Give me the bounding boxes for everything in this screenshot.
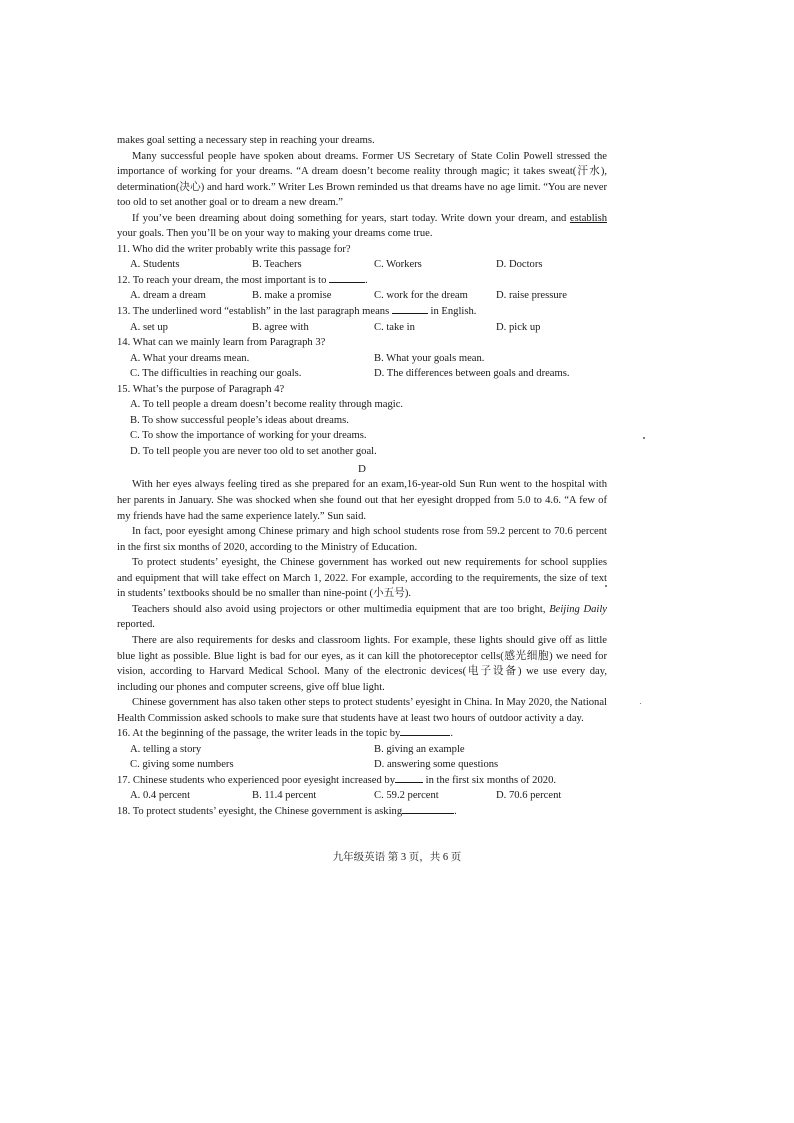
stem-text: 17. Chinese students who experienced poor eyesight increased by xyxy=(117,774,396,786)
passage-c-paragraph: Many successful people have spoken about dreams. Former US Secretary of State Colin Powell stressed the importance of working for your dreams. “A dream doesn’t become reality through magic; it takes sweat(汗水), determination(决心) and hard work.” Writer Les Brown reminded us that dreams have no age limit. “You are never too old to set another goal or to dream a new dream.” xyxy=(117,150,607,209)
question-stem xyxy=(117,304,607,320)
section-heading: D xyxy=(358,463,366,476)
option: C. work for the dream xyxy=(374,290,468,302)
stem-text: in English. xyxy=(427,306,477,318)
option: D. Doctors xyxy=(496,259,543,271)
passage-d-paragraph: To protect students’ eyesight, the Chinese government has worked out new requirements for school supplies and equipment that will take effect on March 1, 2022. For example, according to the requirements, the size of text in students’ textbooks should be no smaller than nine-point (小五号). xyxy=(117,557,607,600)
underlined-word: establish xyxy=(569,212,607,224)
option: D. raise pressure xyxy=(496,290,567,302)
option: B. giving an example xyxy=(374,743,465,755)
option: A. To tell people a dream doesn’t become reality through magic. xyxy=(130,399,404,411)
question-stem xyxy=(117,773,607,789)
option: D. pick up xyxy=(496,321,541,333)
scan-speck xyxy=(605,585,607,587)
option: B. To show successful people’s ideas about dreams. xyxy=(130,414,349,426)
option: C. take in xyxy=(374,321,415,333)
answer-blank xyxy=(329,273,365,283)
option: A. set up xyxy=(130,321,168,333)
passage-d-paragraph: In fact, poor eyesight among Chinese primary and high school students rose from 59.2 percent to 70.6 percent in the first six months of 2020, according to the Ministry of Education. xyxy=(117,526,607,553)
option: A. What your dreams mean. xyxy=(130,352,250,364)
option: A. Students xyxy=(130,259,180,271)
options-row xyxy=(130,757,607,773)
option: A. dream a dream xyxy=(130,290,206,302)
answer-blank xyxy=(395,773,423,783)
passage-d-paragraph: Chinese government has also taken other steps to protect students’ eyesight in China. In May 2020, the National Health Commission asked schools to make sure that students have at least two hours of outdoor activity a day. xyxy=(117,697,607,724)
question-stem: 15. What’s the purpose of Paragraph 4? xyxy=(117,383,285,395)
option: C. The difficulties in reaching our goals. xyxy=(130,368,302,380)
passage-c-paragraph: makes goal setting a necessary step in reaching your dreams. xyxy=(117,135,375,146)
answer-blank xyxy=(400,726,450,736)
option: B. agree with xyxy=(252,321,309,333)
passage-d-paragraph xyxy=(117,602,607,633)
option: B. What your goals mean. xyxy=(374,352,485,364)
text-segment: your goals. Then you’ll be on your way to making your dreams come true. xyxy=(117,228,433,240)
passage-d-paragraph: With her eyes always feeling tired as she prepared for an exam,16-year-old Sun Run went to the hospital with her parents in January. She was shocked when she found out that her eyesight dropped from 5.0 to 4.6. “A few of my friends have had the same experience lately.” Sun said. xyxy=(117,479,607,522)
options-row xyxy=(130,366,607,382)
answer-blank xyxy=(392,304,428,314)
scan-speck xyxy=(640,703,641,704)
option: A. 0.4 percent xyxy=(130,790,191,802)
option: D. 70.6 percent xyxy=(496,790,562,802)
page-content xyxy=(117,133,607,820)
option: B. make a promise xyxy=(252,290,332,302)
option: D. answering some questions xyxy=(374,759,499,771)
stem-text: 18. To protect students’ eyesight, the Chinese government is asking xyxy=(117,805,403,817)
question-stem: 11. Who did the writer probably write this passage for? xyxy=(117,243,351,255)
stem-text: . xyxy=(454,805,457,817)
stem-text: 13. The underlined word “establish” in the last paragraph means xyxy=(117,306,390,318)
stem-text: 16. At the beginning of the passage, the writer leads in the topic by xyxy=(117,728,401,740)
newspaper-title: Beijing Daily xyxy=(549,603,608,615)
stem-text: 12. To reach your dream, the most important is to xyxy=(117,274,327,286)
option: B. Teachers xyxy=(252,259,302,271)
passage-d-paragraph: There are also requirements for desks and classroom lights. For example, these lights should give off as little blue light as possible. Blue light is bad for our eyes, as it can kill the photoreceptor cells(感光细胞) we need for vision, according to Harvard Medical School. Many of the electronic devices(电子设备) we use every day, including our phones and computer screens, give off blue light. xyxy=(117,634,607,693)
option: D. To tell people you are never too old to set another goal. xyxy=(130,445,377,457)
options-row xyxy=(130,742,607,758)
option: D. The differences between goals and dreams. xyxy=(374,368,570,380)
question-stem xyxy=(117,726,607,742)
option: A. telling a story xyxy=(130,743,202,755)
question-stem xyxy=(117,273,607,289)
question-stem: 14. What can we mainly learn from Paragraph 3? xyxy=(117,337,326,349)
option: B. 11.4 percent xyxy=(252,790,317,802)
stem-text: in the first six months of 2020. xyxy=(423,774,557,786)
option: C. giving some numbers xyxy=(130,759,234,771)
question-stem xyxy=(117,804,607,820)
stem-text: . xyxy=(365,274,368,286)
page-footer: 九年级英语 第 3 页，共 6 页 xyxy=(332,852,462,863)
options-row xyxy=(130,257,607,273)
options-row xyxy=(130,788,607,804)
options-row xyxy=(130,288,607,304)
option: C. Workers xyxy=(374,259,422,271)
scan-speck xyxy=(643,437,645,439)
options-row xyxy=(130,351,607,367)
text-segment: reported. xyxy=(117,619,155,631)
option: C. 59.2 percent xyxy=(374,790,439,802)
answer-blank xyxy=(402,804,454,814)
options-row xyxy=(130,320,607,336)
text-segment: Teachers should also avoid using projectors or other multimedia equipment that are too bright, xyxy=(132,603,550,615)
stem-text: . xyxy=(450,728,453,740)
text-segment: If you’ve been dreaming about doing something for years, start today. Write down your dream, and xyxy=(132,212,570,224)
option: C. To show the importance of working for your dreams. xyxy=(130,430,367,442)
passage-c-paragraph xyxy=(117,211,607,242)
